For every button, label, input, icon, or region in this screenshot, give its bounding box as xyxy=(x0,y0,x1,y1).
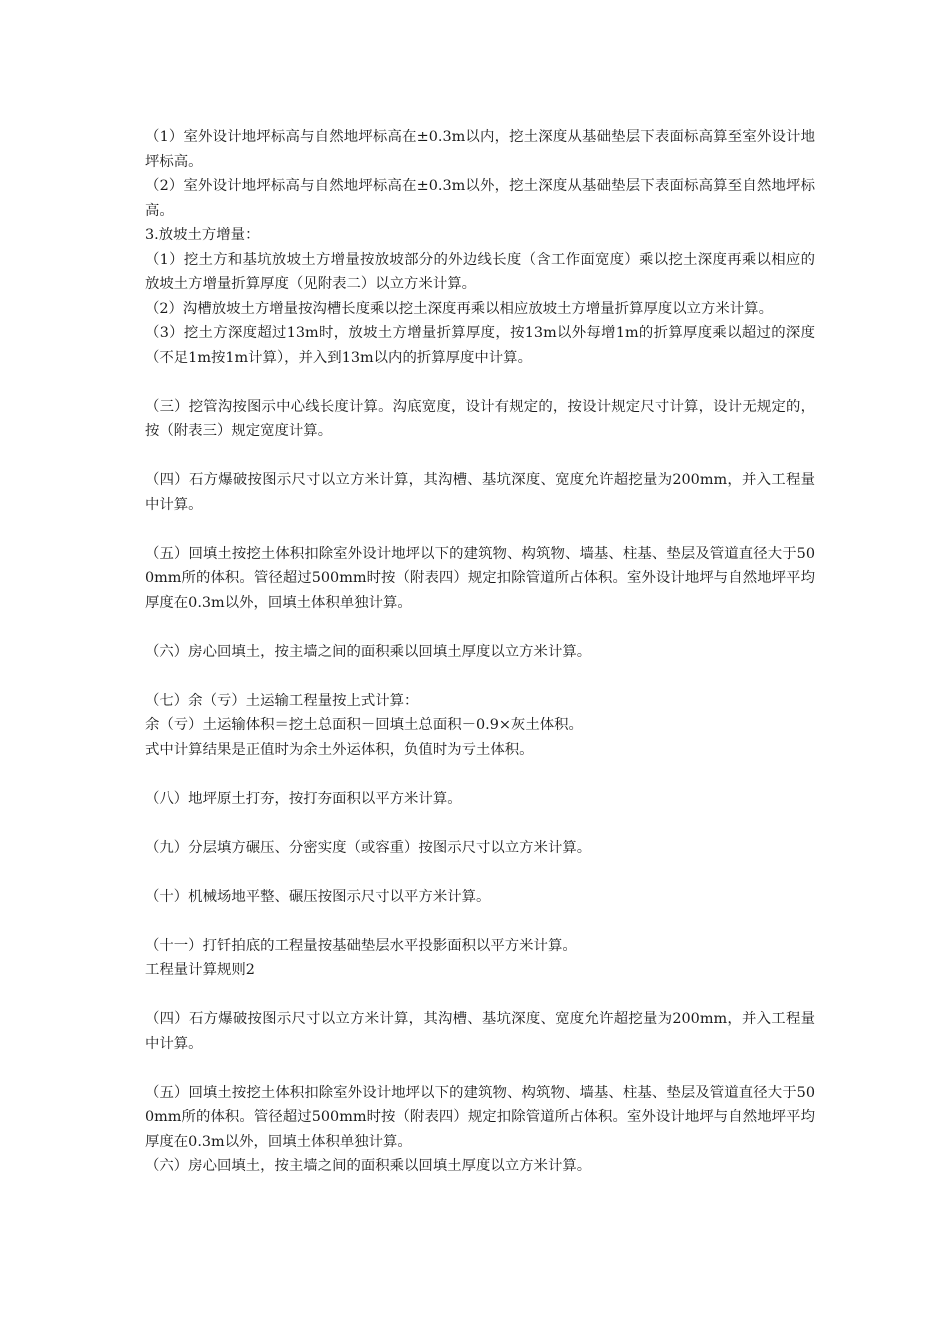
paragraph: （2）沟槽放坡土方增量按沟槽长度乘以挖土深度再乘以相应放坡土方增量折算厚度以立方米计算。 xyxy=(145,300,773,317)
blank-line xyxy=(145,811,815,836)
blank-line xyxy=(145,983,815,1008)
blank-line xyxy=(145,615,815,640)
paragraph: （八）地坪原土打夯，按打夯面积以平方米计算。 xyxy=(145,790,462,807)
paragraph: （六）房心回填土，按主墙之间的面积乘以回填土厚度以立方米计算。 xyxy=(145,643,592,660)
paragraph: 工程量计算规则2 xyxy=(145,962,255,978)
paragraph: （1）挖土方和基坑放坡土方增量按放坡部分的外边线长度（含工作面宽度）乘以挖土深度再乘以相应的放坡土方增量折算厚度（见附表二）以立方米计算。 xyxy=(145,251,815,292)
blank-line xyxy=(145,860,815,885)
blank-line xyxy=(145,1056,815,1081)
paragraph: （四）石方爆破按图示尺寸以立方米计算，其沟槽、基坑深度、宽度允许超挖量为200mm，并入工程量中计算。 xyxy=(145,1011,815,1052)
paragraph: （2）室外设计地坪标高与自然地坪标高在±0.3m以外，挖土深度从基础垫层下表面标高算至自然地坪标高。 xyxy=(145,178,815,219)
paragraph: （十一）打钎拍底的工程量按基础垫层水平投影面积以平方米计算。 xyxy=(145,937,577,954)
paragraph: 式中计算结果是正值时为余土外运体积，负值时为亏土体积。 xyxy=(145,741,534,758)
paragraph: （四）石方爆破按图示尺寸以立方米计算，其沟槽、基坑深度、宽度允许超挖量为200mm，并入工程量中计算。 xyxy=(145,472,815,513)
paragraph: （六）房心回填土，按主墙之间的面积乘以回填土厚度以立方米计算。 xyxy=(145,1158,592,1174)
paragraph: （1）室外设计地坪标高与自然地坪标高在±0.3m以内，挖土深度从基础垫层下表面标高算至室外设计地坪标高。 xyxy=(145,129,815,170)
paragraph: （3）挖土方深度超过13m时，放坡土方增量折算厚度，按13m以外每增1m的折算厚度乘以超过的深度（不足1m按1m计算），并入到13m以内的折算厚度中计算。 xyxy=(145,325,815,366)
blank-line xyxy=(145,664,815,689)
paragraph: （五）回填土按挖土体积扣除室外设计地坪以下的建筑物、构筑物、墙基、柱基、垫层及管道直径大于500mm所的体积。管径超过500mm时按（附表四）规定扣除管道所占体积。室外设计地坪与自然地坪平均厚度在0.3m以外，回填土体积单独计算。 xyxy=(145,545,815,611)
blank-line xyxy=(145,444,815,469)
blank-line xyxy=(145,370,815,395)
paragraph: （七）余（亏）土运输工程量按上式计算： xyxy=(145,692,419,709)
paragraph: （十）机械场地平整、碾压按图示尺寸以平方米计算。 xyxy=(145,888,491,905)
paragraph: （九）分层填方碾压、分密实度（或容重）按图示尺寸以立方米计算。 xyxy=(145,839,592,856)
blank-line xyxy=(145,762,815,787)
paragraph: 余（亏）土运输体积＝挖土总面积－回填土总面积－0.9×灰土体积。 xyxy=(145,717,583,733)
blank-line xyxy=(145,517,815,542)
paragraph: 3.放坡土方增量： xyxy=(145,227,260,243)
paragraph: （三）挖管沟按图示中心线长度计算。沟底宽度，设计有规定的，按设计规定尺寸计算，设计无规定的，按（附表三）规定宽度计算。 xyxy=(145,398,815,439)
paragraph: （五）回填土按挖土体积扣除室外设计地坪以下的建筑物、构筑物、墙基、柱基、垫层及管道直径大于500mm所的体积。管径超过500mm时按（附表四）规定扣除管道所占体积。室外设计地坪与自然地坪平均厚度在0.3m以外，回填土体积单独计算。 xyxy=(145,1084,815,1150)
blank-line xyxy=(145,909,815,934)
document-body xyxy=(145,125,815,1179)
